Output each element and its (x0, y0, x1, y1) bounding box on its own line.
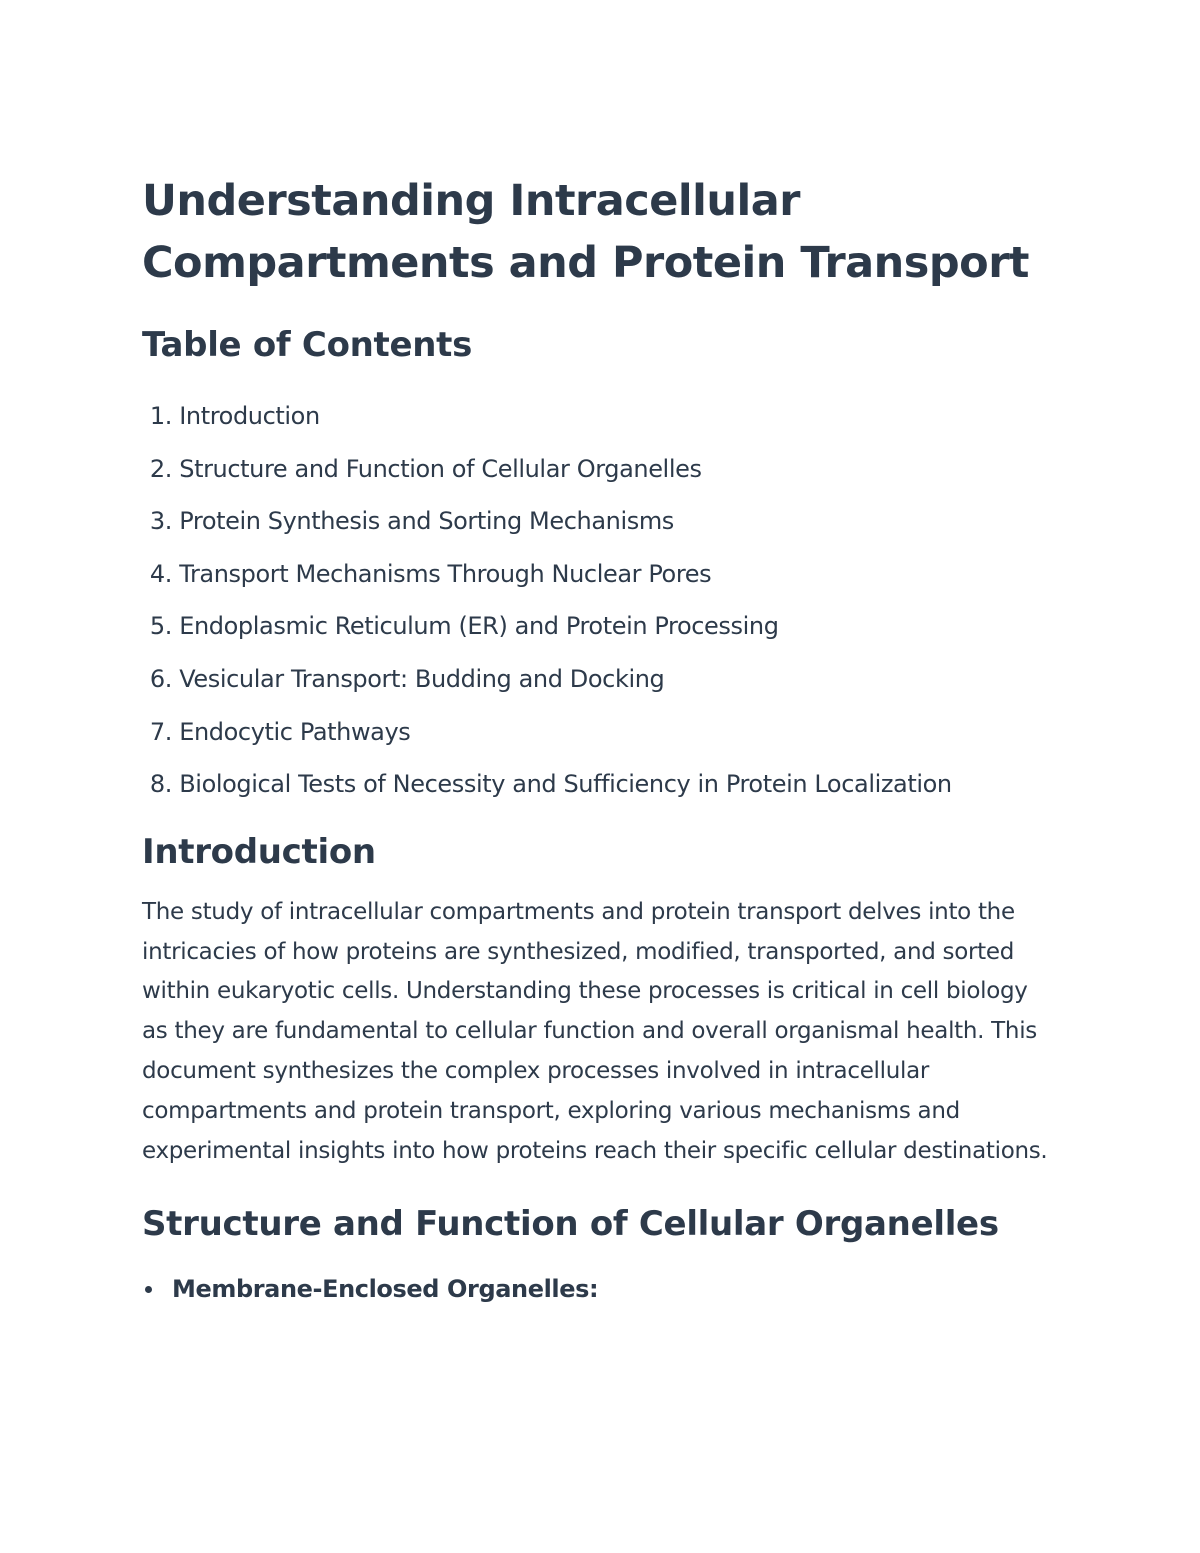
introduction-paragraph: The study of intracellular compartments and protein transport delves into the intricacies of how proteins are synthesized, modified, transported, and sorted within eukaryotic cells. Understanding these processes is critical in cell biology as they are fundamental to cellular function and overall organismal health. This document synthesizes the complex processes involved in intracellular compartments and protein transport, exploring various mechanisms and experimental insights into how proteins reach their specific cellular destinations. (142, 898, 1048, 1164)
toc-item-number: 6. (149, 664, 172, 693)
toc-item-label: Biological Tests of Necessity and Sufficiency in Protein Localization (179, 770, 952, 799)
toc-item-protein-synthesis[interactable] (142, 495, 1062, 548)
organelles-bullet-list (142, 1269, 1062, 1309)
toc-item-label: Vesicular Transport: Budding and Docking (179, 664, 665, 693)
toc-heading: Table of Contents (142, 325, 473, 365)
bullet-label: Membrane-Enclosed Organelles: (172, 1275, 599, 1304)
toc-item-label: Structure and Function of Cellular Organelles (179, 454, 702, 483)
toc-item-nuclear-pores[interactable] (142, 548, 1062, 601)
toc-item-label: Introduction (179, 402, 320, 430)
toc-item-label: Transport Mechanisms Through Nuclear Pores (179, 559, 712, 588)
toc-item-number: 4. (149, 559, 172, 588)
toc-item-number: 5. (149, 612, 172, 641)
bullet-icon (145, 1286, 152, 1293)
document-page (142, 170, 1062, 1309)
toc-item-number: 1. (149, 402, 172, 430)
table-of-contents (142, 390, 1062, 811)
toc-item-number: 3. (149, 507, 172, 536)
toc-item-label: Endocytic Pathways (179, 717, 411, 746)
document-title-line-2: Compartments and Protein Transport (142, 238, 1029, 288)
toc-item-organelles[interactable] (142, 443, 1062, 496)
document-title-line-1: Understanding Intracellular (142, 176, 800, 226)
toc-item-label: Protein Synthesis and Sorting Mechanisms (179, 507, 674, 536)
toc-item-er-processing[interactable] (142, 600, 1062, 653)
toc-item-biological-tests[interactable] (142, 758, 1062, 811)
toc-item-number: 7. (149, 717, 172, 746)
toc-item-label: Endoplasmic Reticulum (ER) and Protein Processing (179, 612, 779, 641)
toc-item-endocytic-pathways[interactable] (142, 706, 1062, 759)
toc-item-introduction[interactable] (142, 390, 1062, 443)
toc-item-vesicular-transport[interactable] (142, 653, 1062, 706)
introduction-heading: Introduction (142, 831, 376, 872)
toc-item-number: 8. (149, 770, 172, 799)
organelles-heading: Structure and Function of Cellular Organelles (142, 1204, 999, 1245)
list-item (142, 1269, 1062, 1309)
document-title (142, 170, 1062, 294)
toc-item-number: 2. (149, 454, 172, 483)
